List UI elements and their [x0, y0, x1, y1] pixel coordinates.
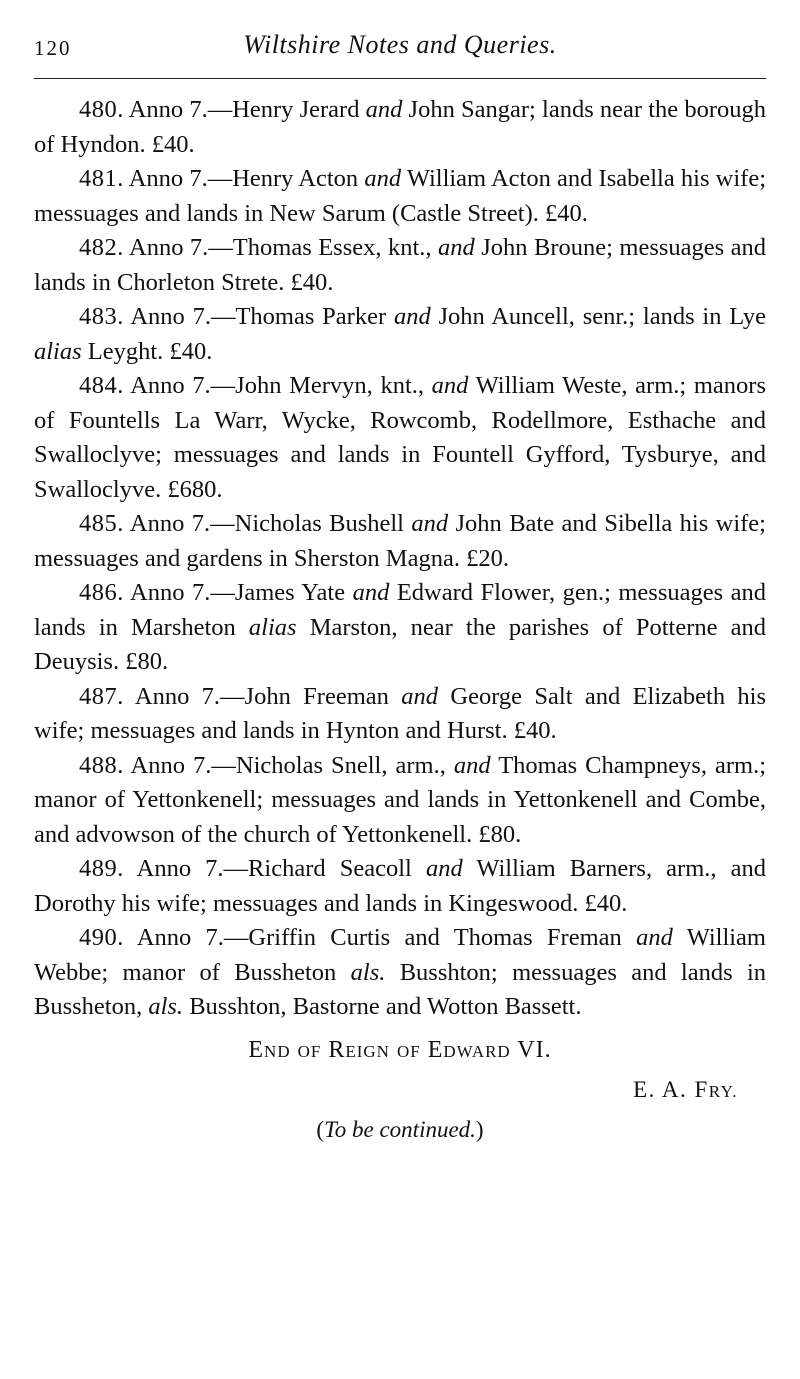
paren-open: ( [316, 1116, 325, 1142]
smallcap-initial: E [248, 1036, 265, 1063]
entry-text: George Salt and Elizabeth his wife; messuages and lands in Hynton and Hurst. [34, 682, 767, 744]
smallcap-initial: E [427, 1036, 444, 1063]
entry-text-after-alias: Busshton; messuages and lands in Bussheton, [34, 958, 767, 1020]
entry-text: William Weste, arm.; manors of Fountells La Warr, Wycke, Rowcomb, Rodellmore, Esthache and Swalloclyve; messuages and lands in Fountell Gyfford, Tysburye, and Swalloclyve. [34, 372, 766, 503]
entry-486 [34, 576, 766, 680]
entry-amount: £680. [167, 475, 223, 503]
entry-year: Anno 7.— [128, 165, 233, 192]
smallcap-rest: ND [264, 1041, 291, 1061]
entry-year: Anno 7.— [136, 924, 249, 951]
entry-481 [34, 162, 766, 231]
entry-number: 487. [79, 682, 124, 710]
entry-conjunction: and [425, 855, 463, 882]
entry-text-after-alias-2: Busshton, Bastorne and Wotton Bassett. [189, 993, 582, 1020]
entry-party: John Freeman [244, 682, 389, 710]
entry-number: 490. [79, 924, 124, 951]
entry-conjunction: and [431, 372, 469, 399]
entry-483 [34, 300, 766, 369]
entry-number: 483. [79, 303, 124, 330]
entry-party: Richard Seacoll [248, 855, 412, 882]
entry-year: Anno 7.— [130, 303, 236, 330]
entry-year: Anno 7.— [128, 96, 233, 123]
entry-party: Nicholas Snell, arm., [235, 751, 446, 779]
smallcap-initial: R [328, 1036, 346, 1063]
entry-488 [34, 749, 766, 853]
entry-alias: als. [350, 958, 386, 986]
entry-text: William Webbe; manor of Bussheton [34, 924, 766, 986]
end-of-reign-heading [34, 1033, 766, 1069]
entry-amount: £40. [544, 199, 588, 227]
entry-482 [34, 231, 766, 300]
entry-amount: £80. [478, 820, 522, 848]
entry-number: 480. [79, 96, 124, 123]
entry-conjunction: and [352, 579, 390, 606]
entry-year: Anno 7.— [129, 234, 233, 261]
entry-party: Thomas Essex, knt., [232, 234, 432, 261]
entry-alias: alias [248, 613, 297, 641]
entry-text: John Auncell, senr.; lands in Lye [438, 303, 767, 330]
entry-alias: alias [34, 337, 82, 365]
smallcap-word: OF [297, 1041, 322, 1061]
entry-conjunction: and [393, 303, 431, 330]
entry-490 [34, 921, 766, 1025]
continued-text: To be continued. [324, 1116, 476, 1142]
regnal-number: VI. [517, 1036, 552, 1063]
entry-number: 481. [79, 165, 124, 192]
entry-conjunction: and [453, 751, 491, 779]
entry-489 [34, 852, 766, 921]
entry-party: Henry Jerard [232, 96, 360, 123]
entry-party: Griffin Curtis and Thomas Freman [248, 924, 622, 951]
entry-text-after-alias: Leyght. [87, 337, 164, 365]
author-surname-rest: RY. [708, 1081, 738, 1101]
entry-party: Thomas Parker [235, 303, 387, 330]
entry-485 [34, 507, 766, 576]
entry-number: 485. [79, 510, 124, 537]
entry-484 [34, 369, 766, 507]
entry-year: Anno 7.— [130, 751, 236, 779]
entry-amount: £40. [151, 130, 195, 158]
running-title: Wiltshire Notes and Queries. [243, 30, 557, 59]
paren-close: ) [475, 1116, 484, 1142]
entry-year: Anno 7.— [134, 682, 245, 710]
author-signature [34, 1077, 766, 1103]
entry-text: John Sangar; lands near the borough of Hyndon. [34, 96, 766, 158]
entries-list [34, 93, 766, 1025]
smallcap-rest: DWARD [443, 1041, 511, 1061]
entry-amount: £40. [169, 337, 213, 365]
entry-conjunction: and [411, 510, 449, 537]
entry-number: 489. [79, 855, 124, 882]
entry-text: Thomas Champneys, arm.; manor of Yettonkenell; messuages and lands in Yettonkenell and Combe, and advowson of the church of Yettonkenell. [34, 751, 767, 848]
entry-number: 486. [79, 579, 124, 606]
page [34, 28, 766, 1143]
entry-text-after-alias: Marston, near the parishes of Potterne and Deuysis. [34, 613, 767, 675]
entry-party: James Yate [234, 579, 346, 606]
entry-text: John Bate and Sibella his wife; messuages and gardens in Sherston Magna. [34, 510, 766, 572]
entry-conjunction: and [636, 924, 673, 951]
entry-party: Henry Acton [232, 165, 359, 192]
entry-conjunction: and [401, 682, 439, 710]
running-header [34, 28, 766, 79]
entry-conjunction: and [438, 234, 475, 261]
author-initials: E. A. [633, 1076, 688, 1102]
smallcap-rest: EIGN [345, 1041, 390, 1061]
entry-text: William Barners, arm., and Dorothy his wife; messuages and lands in Kingeswood. [34, 855, 766, 917]
entry-year: Anno 7.— [129, 510, 235, 537]
entry-conjunction: and [364, 165, 402, 192]
page-number: 120 [34, 36, 72, 60]
entry-amount: £80. [125, 648, 169, 675]
entry-487 [34, 680, 766, 749]
entry-number: 482. [79, 234, 124, 261]
entry-number: 488. [79, 751, 124, 779]
entry-text: William Acton and Isabella his wife; messuages and lands in New Sarum (Castle Street). [34, 165, 767, 227]
entry-year: Anno 7.— [130, 579, 235, 606]
entry-text: John Broune; messuages and lands in Chorleton Strete. [34, 234, 767, 296]
smallcap-word: OF [396, 1041, 421, 1061]
entry-year: Anno 7.— [130, 372, 236, 399]
author-surname-initial: F [694, 1076, 709, 1102]
entry-text: Edward Flower, gen.; messuages and lands in Marsheton [34, 579, 767, 641]
entry-conjunction: and [365, 96, 403, 123]
entry-480 [34, 93, 766, 162]
entry-amount: £20. [466, 544, 509, 572]
entry-amount: £40. [584, 889, 628, 917]
entry-amount: £40. [290, 268, 334, 296]
entry-party: John Mervyn, knt., [235, 372, 425, 399]
entry-party: Nicholas Bushell [234, 510, 404, 537]
entry-amount: £40. [513, 717, 557, 744]
entry-alias-2: als. [148, 993, 184, 1020]
to-be-continued [34, 1117, 766, 1143]
entry-number: 484. [79, 372, 124, 399]
entry-year: Anno 7.— [136, 855, 249, 882]
